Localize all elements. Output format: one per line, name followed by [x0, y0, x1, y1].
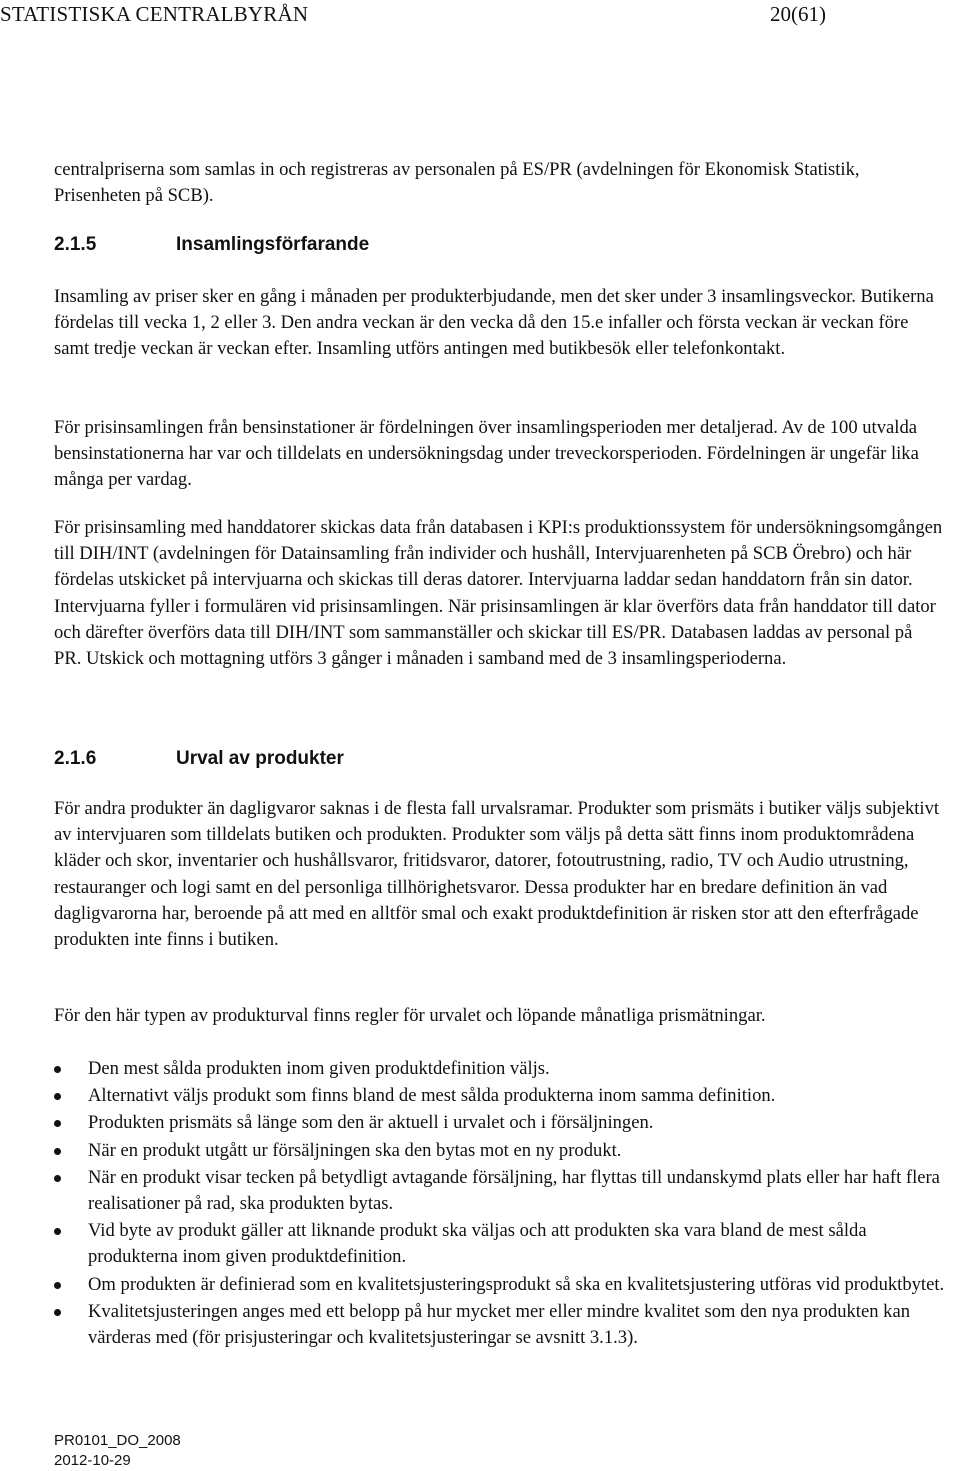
list-item-text: Vid byte av produkt gäller att liknande produkt ska väljas och att produkten ska vara bland de mest sålda produkterna inom given produktdefinition. — [88, 1220, 867, 1268]
footer-date: 2012-10-29 — [54, 1452, 131, 1469]
list-item — [54, 1056, 954, 1082]
list-item — [54, 1138, 954, 1164]
section-title: Urval av produkter — [176, 748, 344, 769]
list-item — [54, 1165, 954, 1217]
bullet-icon — [54, 1148, 61, 1155]
section-title: Insamlingsförfarande — [176, 234, 370, 255]
bullet-icon — [54, 1228, 61, 1235]
paragraph-text: För andra produkter än dagligvaror saknas i de flesta fall urvalsramar. Produkter som prismäts i butiker väljs subjektivt av intervjuaren som tilldelats butiken och produkten. Produkter som väljs på detta sätt finns inom produktområdena kläder och skor, inventarier och hushållsvaror, fritidsvaror, datorer, fotoutrustning, radio, TV och Audio utrustning, restauranger och logi samt en del personliga tillhörighetsvaror. Dessa produkter har en bredare definition än vad dagligvarorna har, beroende på att med en alltför smal och exakt produktdefinition är risken stor att den efterfrågade produkten inte finns i butiken. — [54, 798, 940, 951]
paragraph-urval — [54, 796, 944, 953]
list-item-text: När en produkt utgått ur försäljningen ska den bytas mot en ny produkt. — [88, 1139, 622, 1161]
bullet-icon — [54, 1120, 61, 1127]
page-number: 20(61) — [770, 2, 826, 26]
bullet-icon — [54, 1309, 61, 1316]
list-item — [54, 1083, 954, 1109]
footer-doc-id: PR0101_DO_2008 — [54, 1432, 181, 1449]
paragraph-text: Insamling av priser sker en gång i månaden per produkterbjudande, men det sker under 3 insamlingsveckor. Butikerna fördelas till vecka 1, 2 eller 3. Den andra veckan är den vecka då den 15.e infaller och första veckan är veckan före samt tredje veckan är veckan efter. Insamling utförs antingen med butikbesök eller telefonkontakt. — [54, 286, 934, 360]
bullet-icon — [54, 1093, 61, 1100]
list-item — [54, 1272, 954, 1298]
list-item-text: Den mest sålda produkten inom given produktdefinition väljs. — [88, 1058, 550, 1079]
section-number: 2.1.5 — [54, 234, 97, 255]
paragraph-handdatorer — [54, 515, 944, 672]
list-item — [54, 1110, 954, 1136]
list-item-text: Alternativt väljs produkt som finns bland de mest sålda produkterna inom samma definition. — [88, 1085, 776, 1107]
rules-list — [54, 1056, 954, 1352]
paragraph-text: För prisinsamling med handdatorer skickas data från databasen i KPI:s produktionssystem för undersökningsomgången till DIH/INT (avdelningen för Datainsamling från individer och hushåll, Intervjuarenheten på SCB Örebro) och här fördelas utskicket på intervjuarna och skickas till deras datorer. Intervjuarna laddar sedan handdatorn från sin dator. Intervjuarna fyller i formulären vid prisinsamlingen. När prisinsamlingen är klar överförs data från handdator till dator och därefter överförs data till DIH/INT som sammanställer och skickar till ES/PR. Databasen laddas av personal på PR. Utskick och mottagning utförs 3 gånger i månaden i samband med de 3 insamlingsperioderna. — [54, 517, 943, 670]
paragraph-regler — [54, 1003, 944, 1029]
paragraph-text: För den här typen av produkturval finns regler för urvalet och löpande månatliga prismätningar. — [54, 1005, 766, 1026]
bullet-icon — [54, 1175, 61, 1182]
page-header — [0, 2, 960, 34]
bullet-icon — [54, 1066, 61, 1073]
organization-name: STATISTISKA CENTRALBYRÅN — [0, 2, 309, 26]
section-number: 2.1.6 — [54, 748, 97, 769]
list-item-text: Om produkten är definierad som en kvalitetsjusteringsprodukt så ska en kvalitetsjustering utföras vid produktbytet. — [88, 1273, 945, 1295]
intro-text: centralpriserna som samlas in och registreras av personalen på ES/PR (avdelningen för Ekonomisk Statistik, Prisenheten på SCB). — [54, 159, 860, 207]
intro-paragraph — [54, 157, 944, 209]
list-item-text: Produkten prismäts så länge som den är aktuell i urvalet och i försäljningen. — [88, 1112, 654, 1134]
list-item-text: Kvalitetsjusteringen anges med ett belopp på hur mycket mer eller mindre kvalitet som den nya produkten kan värderas med (för prisjusteringar och kvalitetsjusteringar se avsnitt 3.1.3). — [88, 1300, 911, 1349]
bullet-icon — [54, 1282, 61, 1289]
paragraph-bensinstationer — [54, 415, 944, 494]
paragraph-insamling — [54, 284, 944, 363]
list-item — [54, 1218, 954, 1270]
paragraph-text: För prisinsamlingen från bensinstationer är fördelningen över insamlingsperioden mer detaljerad. Av de 100 utvalda bensinstationerna har var och tilldelats en undersökningsdag under treveckorsperioden. Fördelningen är ungefär lika många per vardag. — [54, 417, 919, 491]
list-item — [54, 1299, 954, 1351]
list-item-text: När en produkt visar tecken på betydligt avtagande försäljning, har flyttas till undanskymd plats eller har haft flera realisationer på rad, ska produkten bytas. — [88, 1166, 940, 1215]
